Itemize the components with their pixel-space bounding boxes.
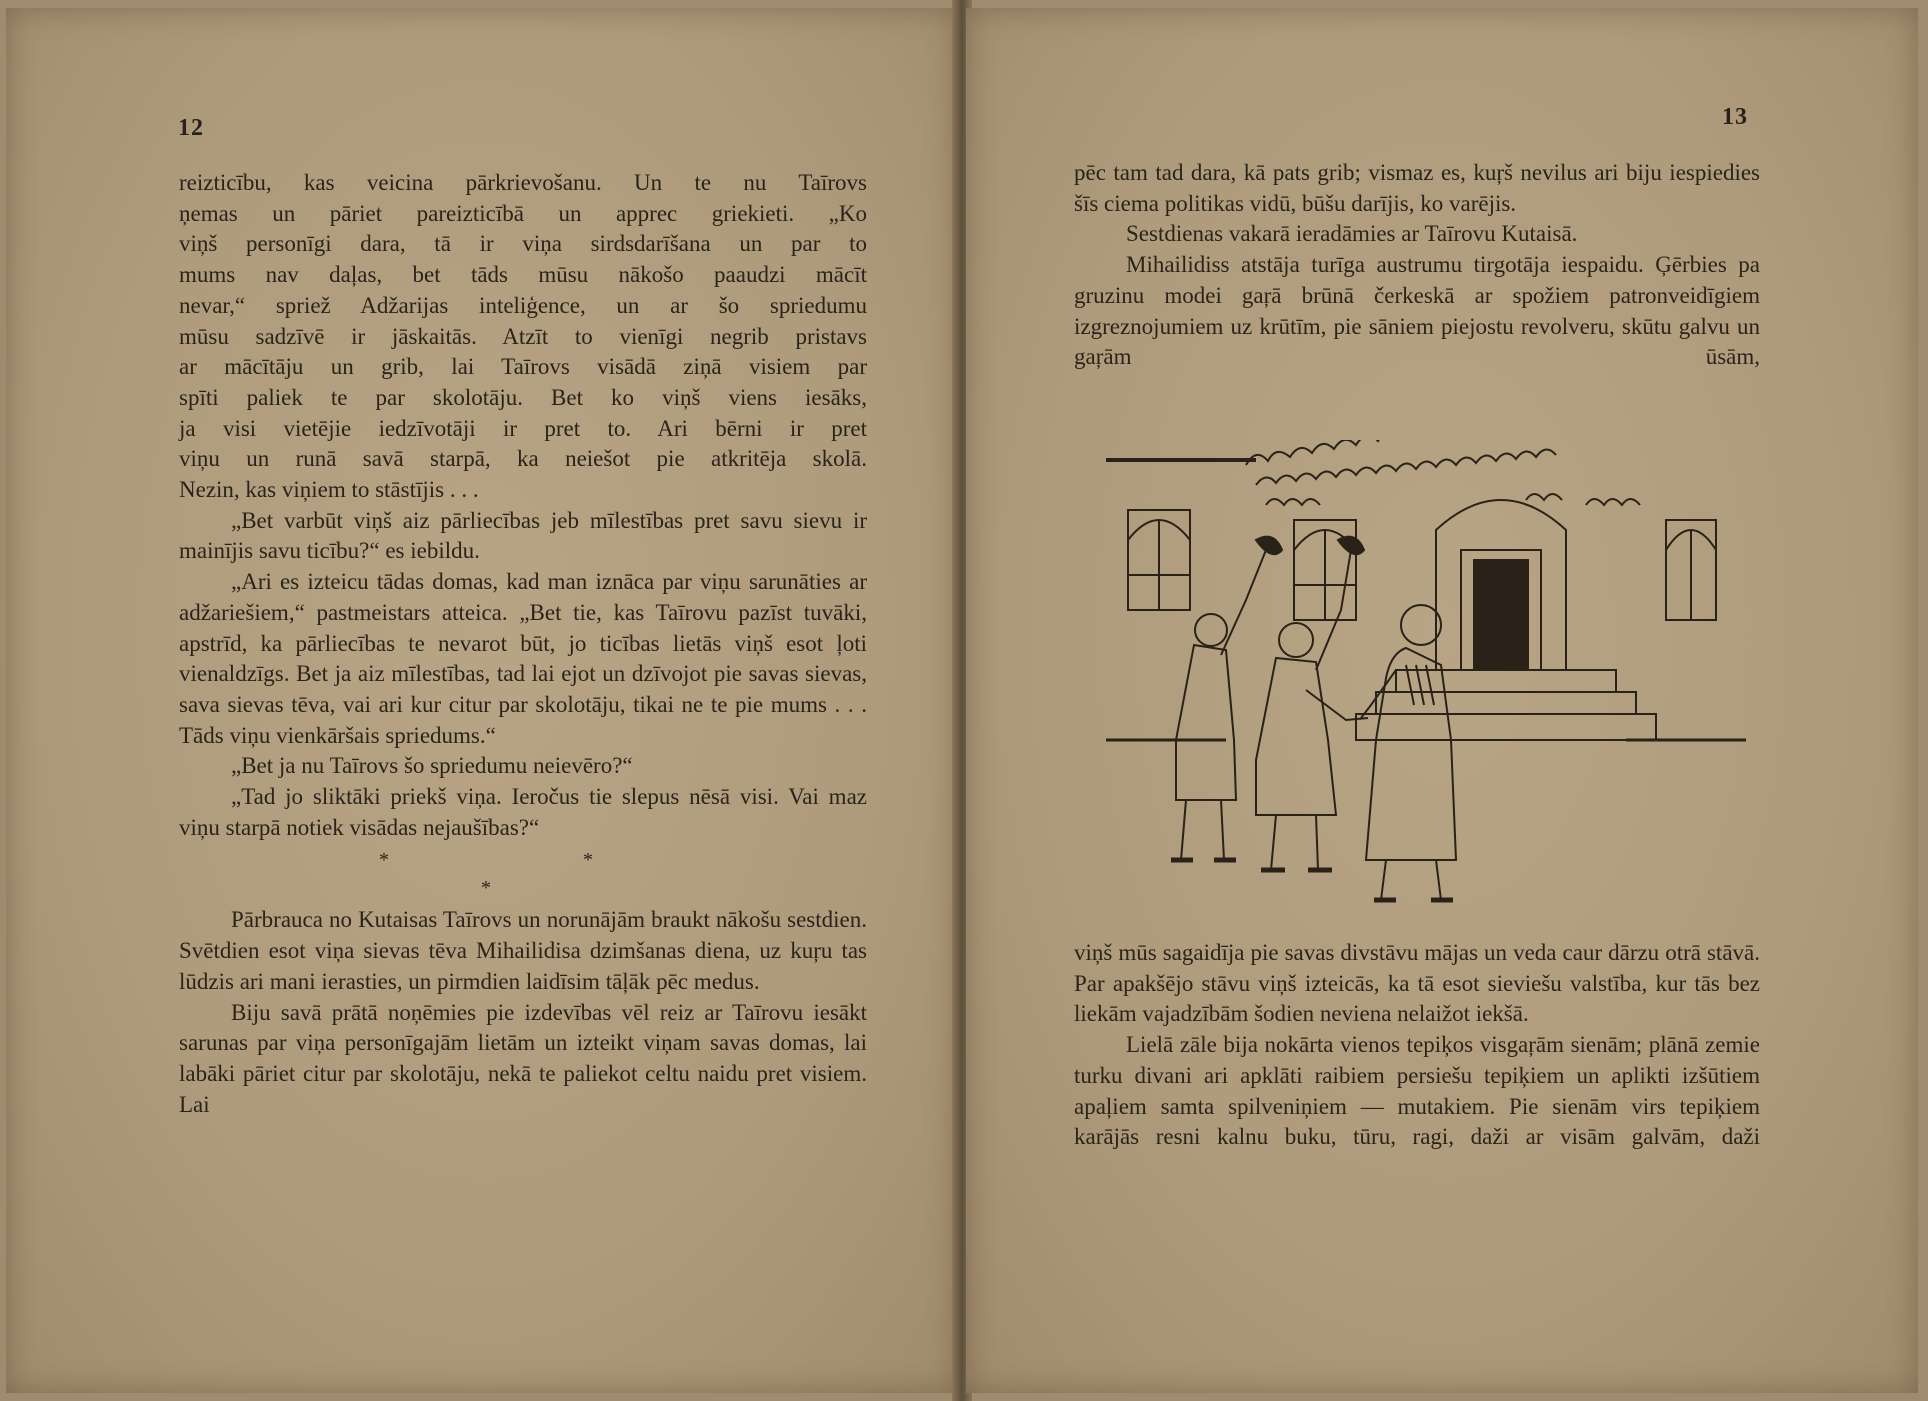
page-number: 12 (178, 115, 204, 141)
right-page (966, 8, 1918, 1393)
paragraph: Sestdienas vakarā ieradāmies ar Taīrovu Kutaisā. (1126, 221, 1578, 247)
text-line: mums nav daļas, bet tāds mūsu nākošo paaudzi mācīt (179, 262, 867, 288)
paragraph: Biju savā prātā noņēmies pie izdevības vēl reiz ar Taīrovu iesākt sarunas par viņa personīgajām lietām un izteikt viņam savas domas, lai labāki pāriet citur par skolotāju, nekā te paliekot celtu naidu pret visiem. Lai (179, 999, 867, 1117)
separator-star: * (583, 849, 593, 872)
text-line: viņš personīgi dara, tā ir viņa sirdsdarīšana un par to (179, 231, 867, 257)
text-line: viņu un runā savā starpā, ka neiešot pie atkritēja skolā. (179, 446, 867, 472)
text-line: spīti paliek te par skolotāju. Bet ko viņš viens iesāks, (179, 384, 867, 410)
paragraph: „Bet varbūt viņš aiz pārliecības jeb mīlestības pret savu sievu ir mainījis savu ticību?“ es iebildu. (179, 507, 867, 564)
separator-star: * (481, 877, 491, 900)
text-line: ņemas un pāriet pareizticībā un apprec griekieti. „Ko (179, 200, 867, 226)
paragraph: „Tad jo sliktāki priekš viņa. Ieročus tie slepus nēsā visi. Vai maz viņu starpā notiek visādas nejaušības?“ (179, 784, 867, 840)
separator-star: * (379, 849, 389, 872)
text-line: Nezin, kas viņiem to stāstījis . . . (179, 477, 479, 503)
left-page-text (179, 168, 867, 1120)
text-line: reizticību, kas veicina pārkrievošanu. Un te nu Taīrovs (179, 170, 867, 195)
text-line: ar mācītāju un grib, lai Taīrovs visādā ziņā visiem par (179, 354, 867, 380)
paragraph: Mihailidiss atstāja turīga austrumu tirgotāja iespaidu. Ģērbies pa gruzinu modei gaŗā brūnā čerkeskā ar spožiem patronveidīgiem izgreznojumiem uz krūtīm, pie sāniem piejostu revolveru, skūtu galvu un gaŗām ūsām, (1074, 252, 1760, 370)
right-page-bottom-text (1074, 938, 1760, 1153)
left-page (6, 8, 958, 1393)
paragraph: viņš mūs sagaidīja pie savas divstāvu mājas un veda caur dārzu otrā stāvā. Par apakšējo stāvu viņš izteicās, ka tā esot sieviešu valstība, kur tās bez liekām vajadzībām šodien neviena nelaižot iekšā. (1074, 940, 1760, 1027)
section-separator (179, 843, 867, 905)
paragraph: pēc tam tad dara, kā pats grib; vismaz es, kuŗš nevilus ari biju iespiedies šīs ciema politikas vidū, būšu darījis, ko varējis. (1074, 160, 1760, 216)
illustration (1106, 440, 1746, 910)
text-line: ja visi vietējie iedzīvotāji ir pret to. Ari bērni ir pret (179, 415, 867, 441)
paragraph: „Bet ja nu Taīrovs šo spriedumu neievēro?“ (231, 753, 633, 779)
text-line: nevar,“ spriež Adžarijas inteliģence, un ar šo spriedumu (179, 292, 867, 318)
paragraph: Lielā zāle bija nokārta vienos tepiķos visgaŗām sienām; plānā zemie turku divani ari apklāti raibiem persiešu tepiķiem un aplikti izšūtiem apaļiem samta spilveniņiem — mutakiem. Pie sienām virs tepiķiem karājās resni kalnu buku, tūru, ragi, daži ar visām galvām, daži (1074, 1032, 1760, 1150)
right-page-top-text (1074, 158, 1760, 373)
paragraph: „Ari es izteicu tādas domas, kad man iznāca par viņu sarunāties ar adžariešiem,“ pastmeistars atteica. „Bet tie, kas Taīrovu pazīst tuvāki, apstrīd, ka pārliecības te nevarot būt, jo ticības lietās viņš esot ļoti vienaldzīgs. Bet ja aiz mīlestības, tad lai ejot un dzīvojot pie savas sievas, sava sievas tēva, vai ari kur citur par skolotāju, tikai ne te pie mums . . . Tāds viņu vienkāršais spriedums.“ (179, 569, 867, 748)
page-number: 13 (1722, 104, 1748, 130)
paragraph: Pārbrauca no Kutaisas Taīrovs un norunājām braukt nākošu sestdien. Svētdien esot viņa sievas tēva Mihailidisa dzimšanas diena, uz kuŗu tas lūdzis ari mani ierasties, un pirmdien laidīsim tāļāk pēc medus. (179, 907, 867, 994)
text-line: mūsu sadzīvē ir jāskaitās. Atzīt to vienīgi negrib pristavs (179, 323, 867, 349)
